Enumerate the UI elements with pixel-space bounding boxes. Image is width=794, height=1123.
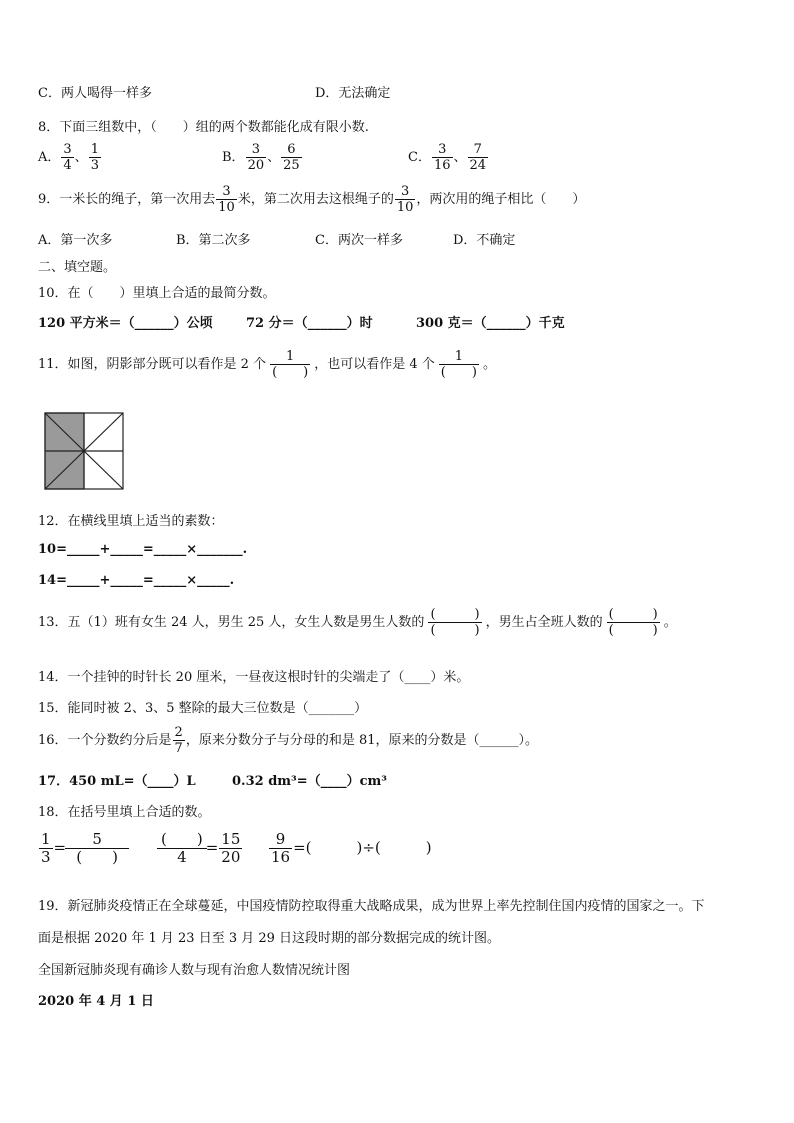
q10-item-c: 300 克＝（______）千克 [416, 316, 565, 331]
q18-equation-3: $\frac{9}{16}$ =( )÷( ) [271, 830, 432, 866]
q10-stem: 10．在（ ）里填上合适的最简分数。 [38, 286, 276, 301]
q17-item-a: 17．450 mL=（____）L [38, 774, 196, 789]
q18-stem: 18．在括号里填上合适的数。 [38, 805, 211, 820]
q8-option-b: B． $\frac{3}{20}$ 、 $\frac{6}{25}$ [222, 142, 300, 173]
q8-option-c: C． $\frac{3}{16}$ 、 $\frac{7}{24}$ [408, 142, 487, 173]
q9-option-b: B．第二次多 [176, 233, 251, 248]
q11-stem: 11．如图，阴影部分既可以看作是 2 个 $\frac{1}{( )}$ ，也可以看作是 4 个 $\frac{1}{( )}$ 。 [38, 349, 496, 380]
q18-equation-1: $\frac{1}{3}$ = $\frac{5}{( )}$ [38, 832, 128, 865]
q19-line-2: 面是根据 2020 年 1 月 23 日至 3 月 29 日这段时期的部分数据完成的统计图。 [38, 931, 501, 946]
q8-stem: 8．下面三组数中，（ ）组的两个数都能化成有限小数. [38, 120, 369, 135]
q9-option-c: C．两次一样多 [315, 233, 403, 248]
q17-item-b: 0.32 dm³=（____）cm³ [232, 774, 387, 789]
section-heading: 二、填空题。 [38, 260, 117, 275]
q19-line-1: 19．新冠肺炎疫情正在全球蔓延，中国疫情防控取得重大战略成果，成为世界上率先控制住国内疫情的国家之一。下 [38, 899, 705, 914]
q12-line-1: 10=_____+_____=_____×_______. [38, 542, 248, 557]
q9-option-a: A．第一次多 [38, 233, 113, 248]
q13-stem: 13．五（1）班有女生 24 人，男生 25 人，女生人数是男生人数的 $\frac{( )}{( )}$ ，男生占全班人数的 $\frac{( )}{( )}$ 。 [38, 607, 677, 638]
q10-item-a: 120 平方米＝（______）公顷 [38, 316, 213, 331]
shaded-square-figure [44, 412, 124, 490]
q15-stem: 15．能同时被 2、3、5 整除的最大三位数是（_______） [38, 701, 368, 716]
q8-option-a: A． $\frac{3}{4}$ 、 $\frac{1}{3}$ [38, 142, 99, 173]
q19-chart-title: 全国新冠肺炎现有确诊人数与现有治愈人数情况统计图 [38, 963, 351, 978]
q19-date: 2020 年 4 月 1 日 [38, 994, 154, 1009]
q7-option-d: D．无法确定 [315, 86, 391, 101]
q9-stem: 9．一米长的绳子，第一次用去 $\frac{3}{10}$ 米，第二次用去这根绳子的 $\frac{3}{10}$ ，两次用的绳子相比（ ） [38, 184, 586, 215]
q12-stem: 12．在横线里填上适当的素数： [38, 514, 224, 529]
q18-equation-2: $\frac{( )}{4}$ = $\frac{15}{20}$ [158, 832, 243, 865]
q7-option-c: C．两人喝得一样多 [38, 86, 152, 101]
q10-item-b: 72 分＝（______）时 [246, 316, 373, 331]
q9-option-d: D．不确定 [453, 233, 516, 248]
q16-stem: 16．一个分数约分后是 $\frac{2}{7}$ ，原来分数分子与分母的和是 81，原来的分数是（______）。 [38, 725, 539, 756]
q12-line-2: 14=_____+_____=_____×_____. [38, 573, 235, 588]
q14-stem: 14．一个挂钟的时针长 20 厘米，一昼夜这根时针的尖端走了（____）米。 [38, 670, 470, 685]
